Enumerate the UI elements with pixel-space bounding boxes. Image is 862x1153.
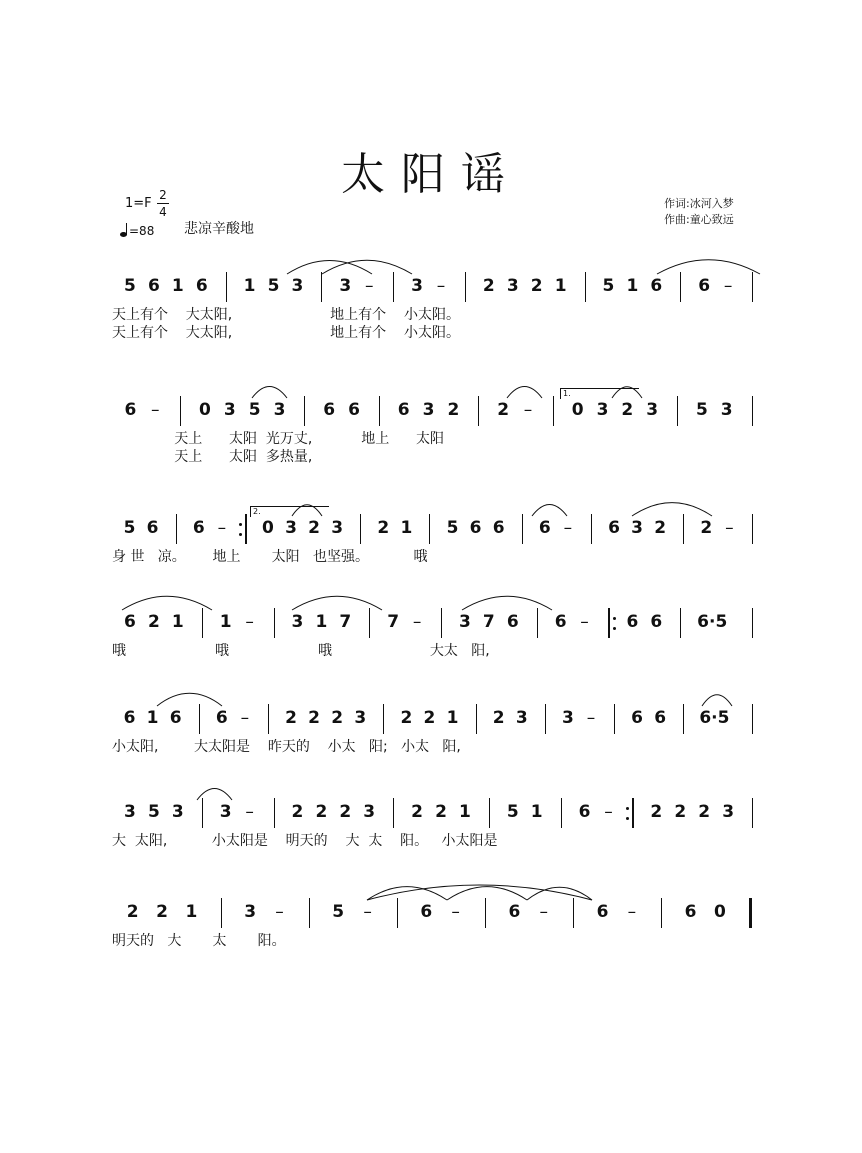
note: 1 [171, 612, 184, 632]
note: 3 [223, 400, 236, 420]
tempo-mark [120, 224, 154, 238]
volta-bracket: 2. [250, 506, 329, 517]
barline [752, 704, 753, 734]
slur [287, 260, 372, 274]
barline [465, 272, 466, 302]
barline [321, 272, 322, 302]
note: 5 [332, 902, 345, 922]
notes-line [112, 608, 764, 638]
note: 2 [411, 802, 423, 822]
note: 3 [219, 802, 232, 822]
barline [274, 608, 275, 638]
note: 6 [698, 276, 711, 296]
note: 6 [195, 276, 208, 296]
note: 6 [654, 708, 667, 728]
barline [268, 704, 269, 734]
note: 6 [469, 518, 482, 538]
note: 6 [554, 612, 567, 632]
note: 6 [147, 276, 160, 296]
note: 1 [243, 276, 256, 296]
note: 2 [674, 802, 687, 822]
barline [441, 608, 442, 638]
note-dash: – [245, 802, 254, 822]
note: 3 [720, 400, 733, 420]
note-dash: – [451, 902, 460, 922]
lyrics-line: 哦 哦 哦 大太 阳, [112, 643, 490, 659]
barline [180, 396, 181, 426]
note-dash: – [523, 400, 533, 420]
slur [507, 387, 542, 398]
note: 1 [446, 708, 459, 728]
note: 6 [538, 518, 551, 538]
note-dash: – [725, 518, 734, 538]
repeat-dot [613, 617, 616, 620]
note: 2 [308, 518, 321, 538]
note: 0 [262, 518, 274, 538]
note: 2 [700, 518, 713, 538]
note: 3 [273, 400, 286, 420]
slur-arcs [112, 246, 764, 276]
note: 3 [244, 902, 257, 922]
note: 2 [285, 708, 297, 728]
note-dash: – [627, 902, 637, 922]
notes-line [112, 704, 764, 734]
barline [680, 608, 681, 638]
slur [197, 789, 232, 800]
note: 1 [400, 518, 413, 538]
barline [614, 704, 615, 734]
note: 3 [291, 276, 304, 296]
barline [226, 272, 227, 302]
barline [393, 798, 394, 828]
barline [752, 798, 753, 828]
note: 3 [459, 612, 471, 632]
barline [661, 898, 662, 928]
note: 1 [626, 276, 639, 296]
note: 6 [192, 518, 205, 538]
repeat-dot [626, 807, 629, 810]
note-dash: – [275, 902, 284, 922]
note: 2 [156, 902, 168, 922]
note: 3 [411, 276, 423, 296]
note: 6 [596, 902, 609, 922]
barline [369, 608, 370, 638]
note-dash: – [412, 612, 422, 632]
note: 7 [387, 612, 400, 632]
note: 0 [714, 902, 726, 922]
slur [322, 260, 412, 274]
credits [664, 196, 734, 228]
note: 0 [571, 400, 584, 420]
time-signature [157, 188, 169, 219]
note: 5 [147, 802, 160, 822]
note: 6 [323, 400, 336, 420]
repeat-barline [245, 514, 247, 544]
note: 5 [695, 400, 708, 420]
barline [309, 898, 310, 928]
note: 3 [515, 708, 528, 728]
barline [553, 396, 554, 426]
lyrics-line: 大 太阳, 小太阳是 明天的 大 太 阳。 小太阳是 [112, 833, 498, 849]
note: 2 [497, 400, 510, 420]
note-dash: – [240, 708, 250, 728]
note: 6 [578, 802, 591, 822]
note-dash: – [217, 518, 227, 538]
slur [122, 596, 212, 610]
slur [252, 387, 287, 398]
slur-arcs [112, 872, 764, 902]
lyricist: 作词:冰河入梦 [664, 197, 734, 210]
slur [702, 695, 732, 706]
note: 2 [315, 802, 328, 822]
note-dash: – [539, 902, 549, 922]
note: 6 [506, 612, 519, 632]
barline [752, 608, 753, 638]
note: 6 [650, 612, 663, 632]
barline [683, 514, 684, 544]
note: 3 [646, 400, 659, 420]
note: 5 [123, 518, 136, 538]
note: 3 [631, 518, 644, 538]
note: 6·5 [699, 708, 730, 728]
barline [429, 514, 430, 544]
note: 2 [147, 612, 160, 632]
notes-line [112, 272, 764, 302]
notes-line [112, 798, 764, 828]
note: 6 [626, 612, 639, 632]
note: 1 [146, 708, 159, 728]
note: 3 [171, 802, 184, 822]
notes-line [112, 514, 764, 544]
note: 3 [354, 708, 367, 728]
repeat-dot [239, 523, 242, 526]
note: 2 [331, 708, 344, 728]
slur [532, 505, 567, 516]
note: 6 [146, 518, 159, 538]
note-dash: – [245, 612, 254, 632]
note: 6 [684, 902, 697, 922]
note: 6 [397, 400, 410, 420]
barline [274, 798, 275, 828]
lyrics-line: 身 世 凉。 地上 太阳 也坚强。 哦 [112, 549, 428, 565]
time-signature-top: 2 [159, 188, 167, 202]
barline [478, 396, 479, 426]
barline [537, 608, 538, 638]
note: 7 [482, 612, 495, 632]
barline [383, 704, 384, 734]
note: 2 [126, 902, 139, 922]
note: 6 [124, 400, 137, 420]
barline [485, 898, 486, 928]
note: 3 [422, 400, 435, 420]
tempo-value: =88 [129, 224, 155, 238]
note-dash: – [723, 276, 733, 296]
slur [657, 260, 760, 274]
slur-arcs [112, 772, 764, 802]
note: 6 [124, 612, 136, 632]
note: 3 [363, 802, 376, 822]
note: 6·5 [697, 612, 728, 632]
note: 6 [508, 902, 521, 922]
note: 2 [530, 276, 543, 296]
final-barline [749, 898, 752, 928]
note: 3 [722, 802, 735, 822]
repeat-barline [608, 608, 610, 638]
slur [462, 596, 552, 610]
barline [752, 272, 753, 302]
barline [522, 514, 523, 544]
note-dash: – [580, 612, 589, 632]
note: 1 [185, 902, 198, 922]
note: 2 [654, 518, 667, 538]
slur-arcs [112, 370, 764, 400]
note: 2 [482, 276, 495, 296]
note: 1 [171, 276, 184, 296]
slur [157, 693, 222, 706]
volta-bracket: 1. [560, 388, 639, 399]
repeat-dot [613, 627, 616, 630]
lyrics-line: 小太阳, 大太阳是 昨天的 小太 阳; 小太 阳, [112, 739, 461, 755]
note: 6 [492, 518, 505, 538]
key-signature: 1=F [125, 196, 152, 211]
note: 3 [506, 276, 519, 296]
note: 7 [339, 612, 352, 632]
note: 2 [650, 802, 663, 822]
note: 5 [248, 400, 261, 420]
barline [304, 396, 305, 426]
note: 1 [315, 612, 328, 632]
note: 6 [631, 708, 644, 728]
note: 2 [291, 802, 304, 822]
score-title: 太阳谣 [341, 149, 521, 200]
note: 2 [308, 708, 321, 728]
lyrics-line: 天上有个 大太阳, 地上有个 小太阳。 [112, 325, 460, 341]
time-signature-line [157, 203, 169, 204]
note: 6 [123, 708, 136, 728]
note: 2 [698, 802, 711, 822]
note: 1 [219, 612, 232, 632]
note: 3 [596, 400, 609, 420]
slur [367, 887, 447, 900]
barline [561, 798, 562, 828]
note-dash: – [436, 276, 446, 296]
note: 5 [602, 276, 615, 296]
note: 2 [492, 708, 505, 728]
lyrics-line: 天上有个 大太阳, 地上有个 小太阳。 [112, 307, 460, 323]
barline [585, 272, 586, 302]
slur [447, 887, 527, 900]
note: 1 [459, 802, 471, 822]
note: 5 [446, 518, 459, 538]
barline [202, 798, 203, 828]
notes-line [112, 898, 764, 928]
note: 2 [377, 518, 390, 538]
lyrics-line: 明天的 大 太 阳。 [112, 933, 286, 949]
notes-line [112, 396, 764, 426]
time-signature-bottom: 4 [159, 205, 167, 219]
note: 3 [339, 276, 352, 296]
expression-mark: 悲凉辛酸地 [184, 221, 254, 237]
note: 6 [608, 518, 620, 538]
barline [573, 898, 574, 928]
note: 3 [285, 518, 297, 538]
quarter-note-icon [120, 232, 127, 237]
barline [677, 396, 678, 426]
note: 6 [420, 902, 433, 922]
slur [292, 596, 382, 610]
note: 3 [124, 802, 136, 822]
note: 2 [621, 400, 634, 420]
note: 2 [423, 708, 436, 728]
barline [752, 396, 753, 426]
lyrics-line: 天上 太阳 光万丈, 地上 太阳 [112, 431, 445, 447]
composer: 作曲:童心致远 [664, 213, 734, 226]
barline [202, 608, 203, 638]
barline [680, 272, 681, 302]
barline [176, 514, 177, 544]
barline [545, 704, 546, 734]
barline [397, 898, 398, 928]
repeat-dot [239, 533, 242, 536]
repeat-dot [626, 817, 629, 820]
note-dash: – [604, 802, 613, 822]
note: 5 [506, 802, 519, 822]
barline [591, 514, 592, 544]
barline [683, 704, 684, 734]
note: 6 [215, 708, 228, 728]
barline [752, 514, 753, 544]
note: 3 [561, 708, 574, 728]
note-dash: – [563, 518, 573, 538]
note: 2 [435, 802, 447, 822]
note: 5 [267, 276, 280, 296]
slur-arcs [112, 678, 764, 708]
barline [379, 396, 380, 426]
note-dash: – [363, 902, 372, 922]
note: 2 [339, 802, 352, 822]
barline [221, 898, 222, 928]
lyrics-line: 天上 太阳 多热量, [112, 449, 313, 465]
note: 5 [124, 276, 136, 296]
note: 2 [400, 708, 413, 728]
note-dash: – [364, 276, 374, 296]
note: 2 [447, 400, 460, 420]
slur [632, 503, 712, 516]
barline [489, 798, 490, 828]
note: 0 [199, 400, 211, 420]
barline [393, 272, 394, 302]
note: 6 [650, 276, 663, 296]
slur-arcs [112, 488, 764, 518]
note: 3 [291, 612, 304, 632]
barline [476, 704, 477, 734]
note: 1 [530, 802, 543, 822]
note: 3 [331, 518, 344, 538]
barline [199, 704, 200, 734]
note-dash: – [586, 708, 596, 728]
note: 6 [169, 708, 182, 728]
repeat-barline [632, 798, 634, 828]
note-dash: – [151, 400, 160, 420]
note: 6 [348, 400, 360, 420]
barline [360, 514, 361, 544]
slur-arcs [112, 582, 764, 612]
note: 1 [554, 276, 567, 296]
